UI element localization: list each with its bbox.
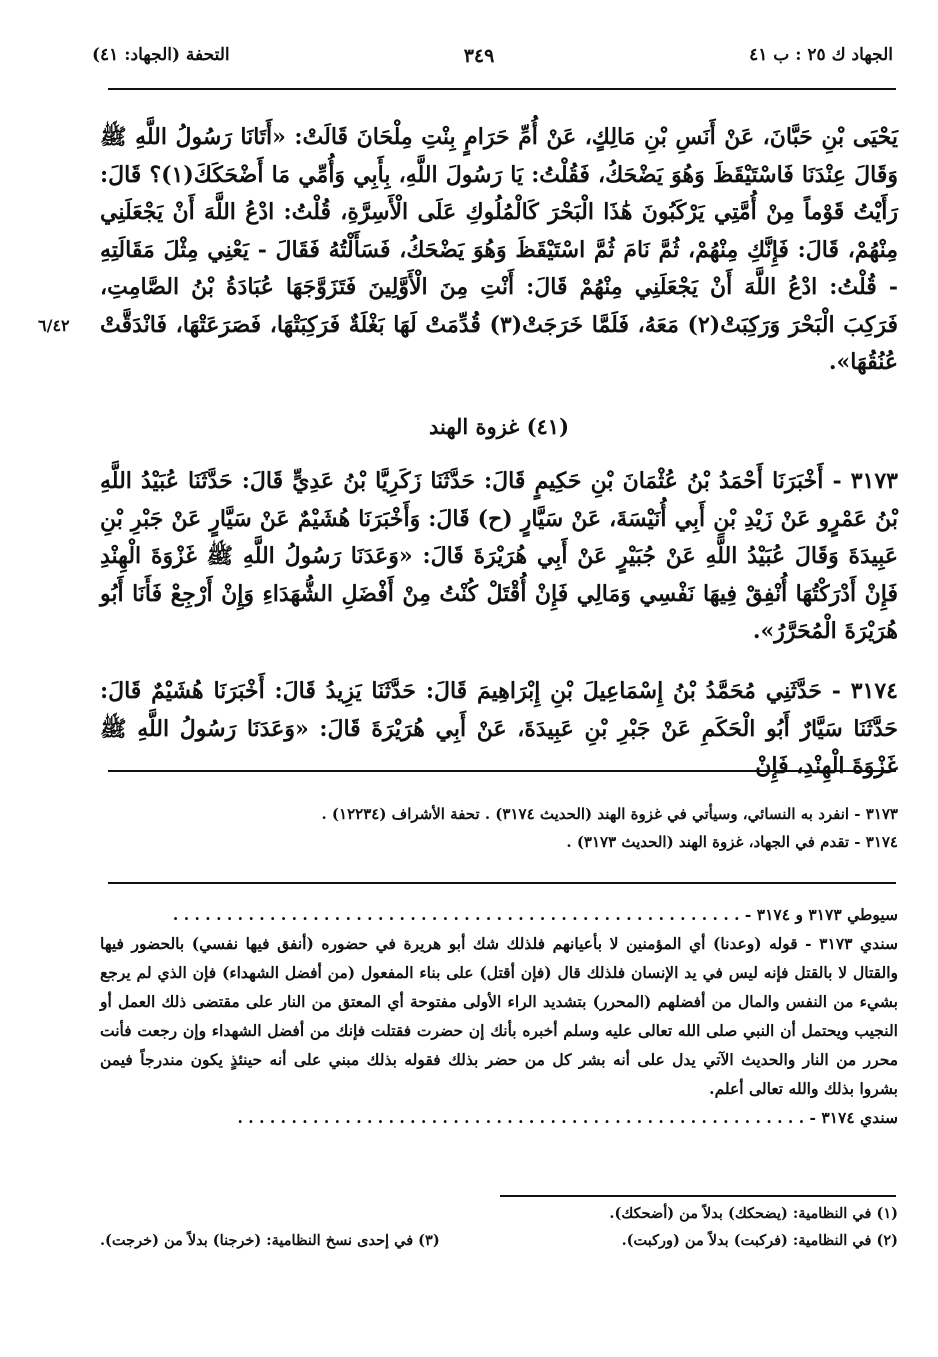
- hadith-previous-continuation: [100, 119, 898, 382]
- sindi-3174-label: سندي ٣١٧٤ -: [809, 1108, 898, 1127]
- dots-filler: . . . . . . . . . . . . . . . . . . . . . . . . . . . . . . . . . . . . . . . . . . . . . . . . . . . . .: [237, 1108, 805, 1127]
- hadith-text: ٣١٧٤ - حَدَّثَنِي مُحَمَّدُ بْنُ إِسْمَاعِيلَ بْنِ إِبْرَاهِيمَ قَالَ: حَدَّثَنَا يَزِيدُ قَالَ: أَخْبَرَنَا هُشَيْمٌ قَالَ: حَدَّثَنَا سَيَّارٌ أَبُو الْحَكَمِ عَنْ جَبْرِ بْنِ عَبِيدَةَ، عَنْ أَبِي هُرَيْرَةَ قَالَ: «وَعَدَنَا رَسُولُ اللَّهِ ﷺ غَزْوَةَ الْهِنْدِ، فَإِنْ: [100, 678, 898, 779]
- commentary-rule: [108, 882, 896, 884]
- hadith-text: يَحْيَى بْنِ حَبَّانَ، عَنْ أَنَسِ بْنِ مَالِكٍ، عَنْ أُمِّ حَرَامٍ بِنْتِ مِلْحَانَ قَالَتْ: «أَتَانَا رَسُولُ اللَّهِ ﷺ وَقَالَ عِنْدَنَا فَاسْتَيْقَظَ وَهُوَ يَضْحَكُ، فَقُلْتُ: يَا رَسُولَ اللَّهِ، بِأَبِي وَأُمِّي مَا أَضْحَكَكَ(١)؟ قَالَ: رَأَيْتُ قَوْماً مِنْ أُمَّتِي يَرْكَبُونَ هَٰذَا الْبَحْرَ كَالْمُلُوكِ عَلَى الْأَسِرَّةِ، قُلْتُ: ادْعُ اللَّهَ أَنْ يَجْعَلَنِي مِنْهُمْ، قَالَ: فَإِنَّكِ مِنْهُمْ، ثُمَّ نَامَ ثُمَّ اسْتَيْقَظَ وَهُوَ يَضْحَكُ، فَسَأَلْتُهُ فَقَالَ - يَعْنِي مِثْلَ مَقَالَتِهِ - قُلْتُ: ادْعُ اللَّهَ أَنْ يَجْعَلَنِي مِنْهُمْ قَالَ: أَنْتِ مِنَ الْأَوَّلِينَ فَتَزَوَّجَهَا عُبَادَةُ بْنُ الصَّامِتِ، فَرَكِبَ الْبَحْرَ وَرَكِبَتْ(٢) مَعَهُ، فَلَمَّا خَرَجَتْ(٣) قُدِّمَتْ لَهَا بَغْلَةٌ فَرَكِبَتْهَا، فَصَرَعَتْهَا، فَانْدَقَّتْ عُنُقُهَا».: [100, 124, 899, 375]
- takhrij-rule: [108, 770, 896, 772]
- footnote-row: [100, 1227, 898, 1254]
- header-chapter-ref: الجهاد ك ٢٥ : ب ٤١: [749, 45, 893, 65]
- hadith-text: ٣١٧٣ - أَخْبَرَنَا أَحْمَدُ بْنُ عُثْمَانَ بْنِ حَكِيمٍ قَالَ: حَدَّثَنَا زَكَرِيَّا بْنُ عَدِيٍّ قَالَ: حَدَّثَنَا عُبَيْدُ اللَّهِ بْنُ عَمْرٍو عَنْ زَيْدِ بْنِ أَبِي أُنَيْسَةَ، عَنْ سَيَّارٍ (ح) قَالَ: وَأَخْبَرَنَا هُشَيْمٌ عَنْ سَيَّارٍ عَنْ جَبْرِ بْنِ عَبِيدَةَ وَقَالَ عُبَيْدُ اللَّهِ عَنْ جُبَيْرٍ عَنْ أَبِي هُرَيْرَةَ قَالَ: «وَعَدَنَا رَسُولُ اللَّهِ ﷺ غَزْوَةَ الْهِنْدِ فَإِنْ أَدْرَكْتُهَا أُنْفِقْ فِيهَا نَفْسِي وَمَالِي فَإِنْ أُقْتَلْ كُنْتُ مِنْ أَفْضَلِ الشُّهَدَاءِ وَإِنْ أَرْجِعْ فَأَنَا أَبُو هُرَيْرَةَ الْمُحَرَّرُ».: [100, 468, 898, 644]
- sindi-3173: سندي ٣١٧٣ - قوله (وعدنا) أي المؤمنين لا بأعيانهم فلذلك شك أبو هريرة في حضوره (أنفق فيها نفسي) بالحضور فيها والقتال لا بالقتل فإنه ليس في يد الإنسان فلذلك قال (فإن أقتل) على بناء المفعول (من أفضل الشهداء) فإن الذي لم يرجع بشيء من النفس والمال من أفضلهم (المحرر) بتشديد الراء الأولى مفتوحة أي المعتق من النار على مقتضى ذلك العمل أو النجيب ويحتمل أن النبي صلى الله تعالى عليه وسلم أخبره بأنك إن حضرت فقتلت فإنك من أفضل الشهداء وإن رجعت فأنت محرر من النار والحديث الآتي يدل على أنه بشر كل من حضر بذلك فقوله بذلك مبني على أنه حينئذٍ يكون مندرجاً فيمن بشروا بذلك والله تعالى أعلم.: [100, 934, 898, 1098]
- section-title: (٤١) غزوة الهند: [428, 414, 570, 439]
- suyuti-label: سيوطي ٣١٧٣ و ٣١٧٤ -: [744, 905, 898, 924]
- takhrij-3174: ٣١٧٤ - تقدم في الجهاد، غزوة الهند (الحديث ٣١٧٣) .: [566, 833, 898, 851]
- margin-reference: ٦/٤٢: [38, 316, 70, 335]
- suyuti-line: [100, 900, 898, 929]
- commentary-section: [100, 900, 898, 1132]
- footnotes: [100, 1200, 898, 1254]
- header-rule: [108, 88, 896, 90]
- page-number: ٣٤٩: [463, 45, 495, 67]
- footnote-2: (٢) في النظامية: (فركبت) بدلاً من (وركبت).: [621, 1232, 898, 1249]
- takhrij-notes: [100, 800, 898, 856]
- footnote-rule: [500, 1195, 896, 1197]
- sindi-3174-line: [100, 1103, 898, 1132]
- header-tuhfa-ref: التحفة (الجهاد: ٤١): [92, 45, 230, 65]
- hadith-3173: [100, 463, 898, 651]
- footnote-1: (١) في النظامية: (يضحكك) بدلاً من (أضحكك).: [609, 1205, 898, 1222]
- hadith-3174: [100, 673, 898, 786]
- page-header: [60, 45, 898, 75]
- dots-filler: . . . . . . . . . . . . . . . . . . . . . . . . . . . . . . . . . . . . . . . . . . . . . . . . . . . . .: [172, 905, 740, 924]
- footnote-3: (٣) في إحدى نسخ النظامية: (خرجنا) بدلاً من (خرجت).: [100, 1232, 440, 1249]
- takhrij-3173: ٣١٧٣ - انفرد به النسائي، وسيأتي في غزوة الهند (الحديث ٣١٧٤) . تحفة الأشراف (١٢٢٣٤) .: [321, 805, 898, 823]
